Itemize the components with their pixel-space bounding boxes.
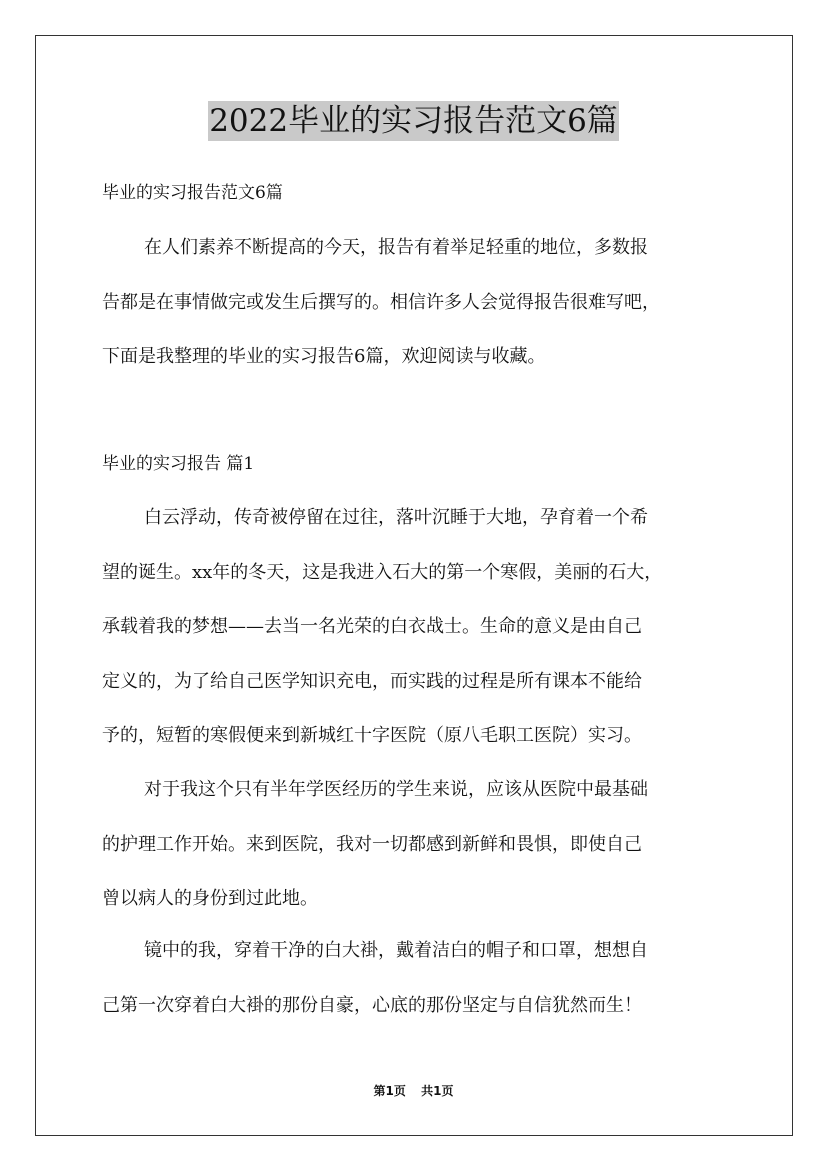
- paragraph-line: 定义的，为了给自己医学知识充电，而实践的过程是所有课本不能给: [102, 670, 642, 692]
- intro-line: 在人们素养不断提高的今天，报告有着举足轻重的地位，多数报: [144, 237, 648, 258]
- page-total: 共1页: [421, 1084, 454, 1098]
- paragraph-line: 白云浮动，传奇被停留在过往，落叶沉睡于大地，孕育着一个希: [144, 507, 648, 528]
- paragraph-line: 对于我这个只有半年学医经历的学生来说，应该从医院中最基础: [144, 779, 648, 800]
- paragraph-line: 承载着我的梦想——去当一名光荣的白衣战士。生命的意义是由自己: [102, 616, 642, 637]
- paragraph-line: 予的，短暂的寒假便来到新城红十字医院（原八毛职工医院）实习。: [102, 725, 642, 746]
- page-number: 第1页: [373, 1084, 406, 1098]
- intro-line: 告都是在事情做完或发生后撰写的。相信许多人会觉得报告很难写吧，: [102, 291, 660, 313]
- paragraph-line: 望的诞生。xx年的冬天，这是我进入石大的第一个寒假，美丽的石大，: [102, 561, 663, 583]
- section1-paragraph-1: [102, 503, 742, 776]
- section1-heading: 毕业的实习报告 篇1: [102, 454, 255, 474]
- paragraph-line: 曾以病人的身份到过此地。: [102, 888, 318, 909]
- document-subtitle: 毕业的实习报告范文6篇: [102, 183, 283, 203]
- paragraph-line: 镜中的我，穿着干净的白大褂，戴着洁白的帽子和口罩，想想自: [144, 940, 648, 961]
- intro-paragraph: [102, 233, 742, 397]
- title-wrap: [0, 101, 827, 141]
- section1-paragraph-2: [102, 775, 742, 939]
- paragraph-line: 己第一次穿着白大褂的那份自豪，心底的那份坚定与自信犹然而生！: [102, 994, 642, 1016]
- paragraph-line: 的护理工作开始。来到医院，我对一切都感到新鲜和畏惧，即使自己: [102, 833, 642, 855]
- page-footer: [0, 1083, 827, 1099]
- document-title: 2022毕业的实习报告范文6篇: [209, 103, 618, 139]
- intro-line: 下面是我整理的毕业的实习报告6篇，欢迎阅读与收藏。: [102, 346, 546, 367]
- section1-paragraph-3: [102, 936, 742, 1045]
